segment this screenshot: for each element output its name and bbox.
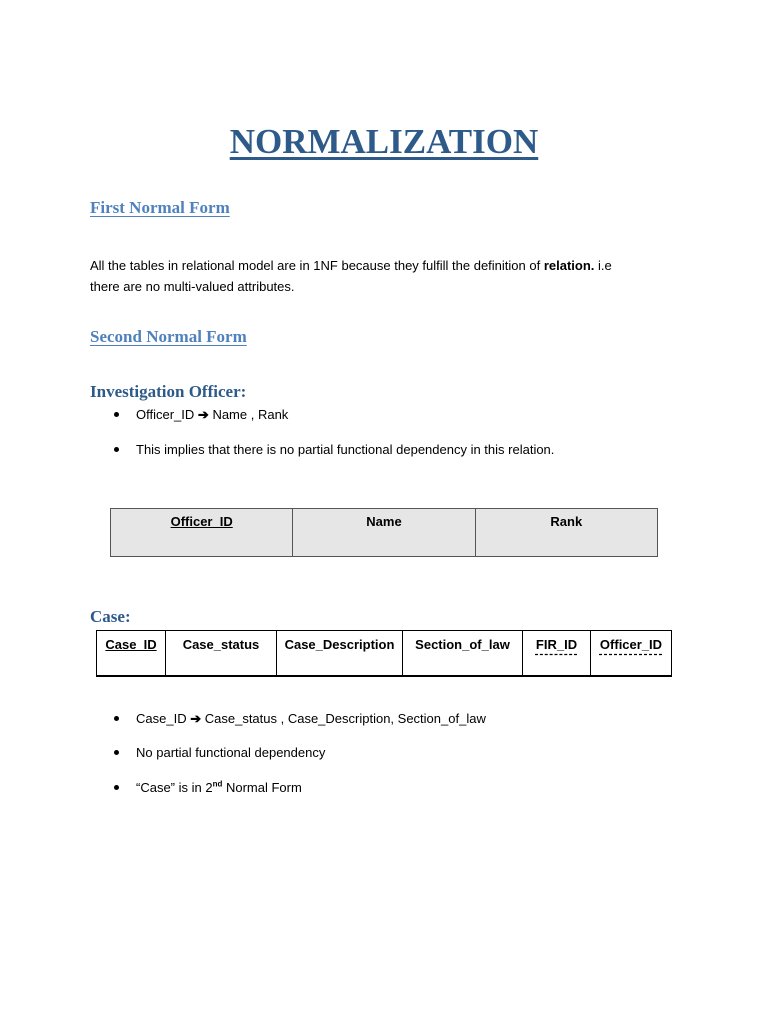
primary-key-label: Case_ID [105, 637, 157, 652]
column-label: Rank [550, 514, 583, 529]
column-label: Case_status [182, 637, 260, 652]
table-header-cell [111, 509, 293, 557]
paragraph-bold-term: relation. [543, 258, 595, 273]
table-header-cell [591, 631, 672, 677]
right-arrow-icon: ➔ [190, 711, 202, 726]
dependency-lhs: Officer_ID [136, 407, 195, 422]
list-item [110, 439, 554, 460]
table-row [111, 509, 658, 557]
case-heading: Case: [90, 607, 131, 626]
paragraph-text: there are no multi-valued attributes. [90, 279, 295, 294]
table-header-cell [475, 509, 657, 557]
paragraph-text: i.e [594, 258, 612, 273]
list-item [110, 708, 486, 729]
bullet-text: “Case” is in 2 [136, 780, 213, 795]
dependency-rhs: Name , Rank [212, 407, 289, 422]
second-normal-form-heading: Second Normal Form [90, 327, 247, 346]
investigation-officer-heading: Investigation Officer: [90, 382, 247, 401]
bullet-text: No partial functional dependency [136, 745, 326, 760]
bullet-text: This implies that there is no partial functional dependency in this relation. [136, 442, 555, 457]
case-table [96, 630, 672, 677]
foreign-key-label: Officer_ID [599, 637, 663, 652]
table-header-cell [293, 509, 475, 557]
table-header-cell [523, 631, 591, 677]
list-item [110, 742, 486, 763]
bullet-text: Normal Form [222, 780, 302, 795]
table-header-cell [403, 631, 523, 677]
dependency-rhs: Case_status , Case_Description, Section_of_law [204, 711, 486, 726]
list-item [110, 777, 486, 798]
column-label: Name [366, 514, 402, 529]
table-header-cell [97, 631, 166, 677]
right-arrow-icon: ➔ [197, 407, 209, 422]
column-label: Section_of_law [415, 637, 510, 652]
table-row [97, 631, 672, 677]
officer-bullet-list [110, 404, 554, 460]
first-normal-form-heading: First Normal Form [90, 198, 230, 217]
first-normal-form-paragraph [90, 255, 690, 297]
primary-key-label: Officer_ID [170, 514, 233, 529]
paragraph-text: All the tables in relational model are in 1NF because they fulfill the definition of [90, 258, 544, 273]
list-item [110, 404, 554, 425]
page-title: NORMALIZATION [229, 122, 539, 161]
foreign-key-label: FIR_ID [535, 637, 578, 652]
ordinal-superscript: nd [212, 779, 223, 789]
column-label: Case_Description [284, 637, 395, 652]
case-bullet-list [110, 708, 486, 798]
table-header-cell [277, 631, 403, 677]
dependency-lhs: Case_ID [136, 711, 187, 726]
table-header-cell [166, 631, 277, 677]
officer-table [110, 508, 658, 557]
